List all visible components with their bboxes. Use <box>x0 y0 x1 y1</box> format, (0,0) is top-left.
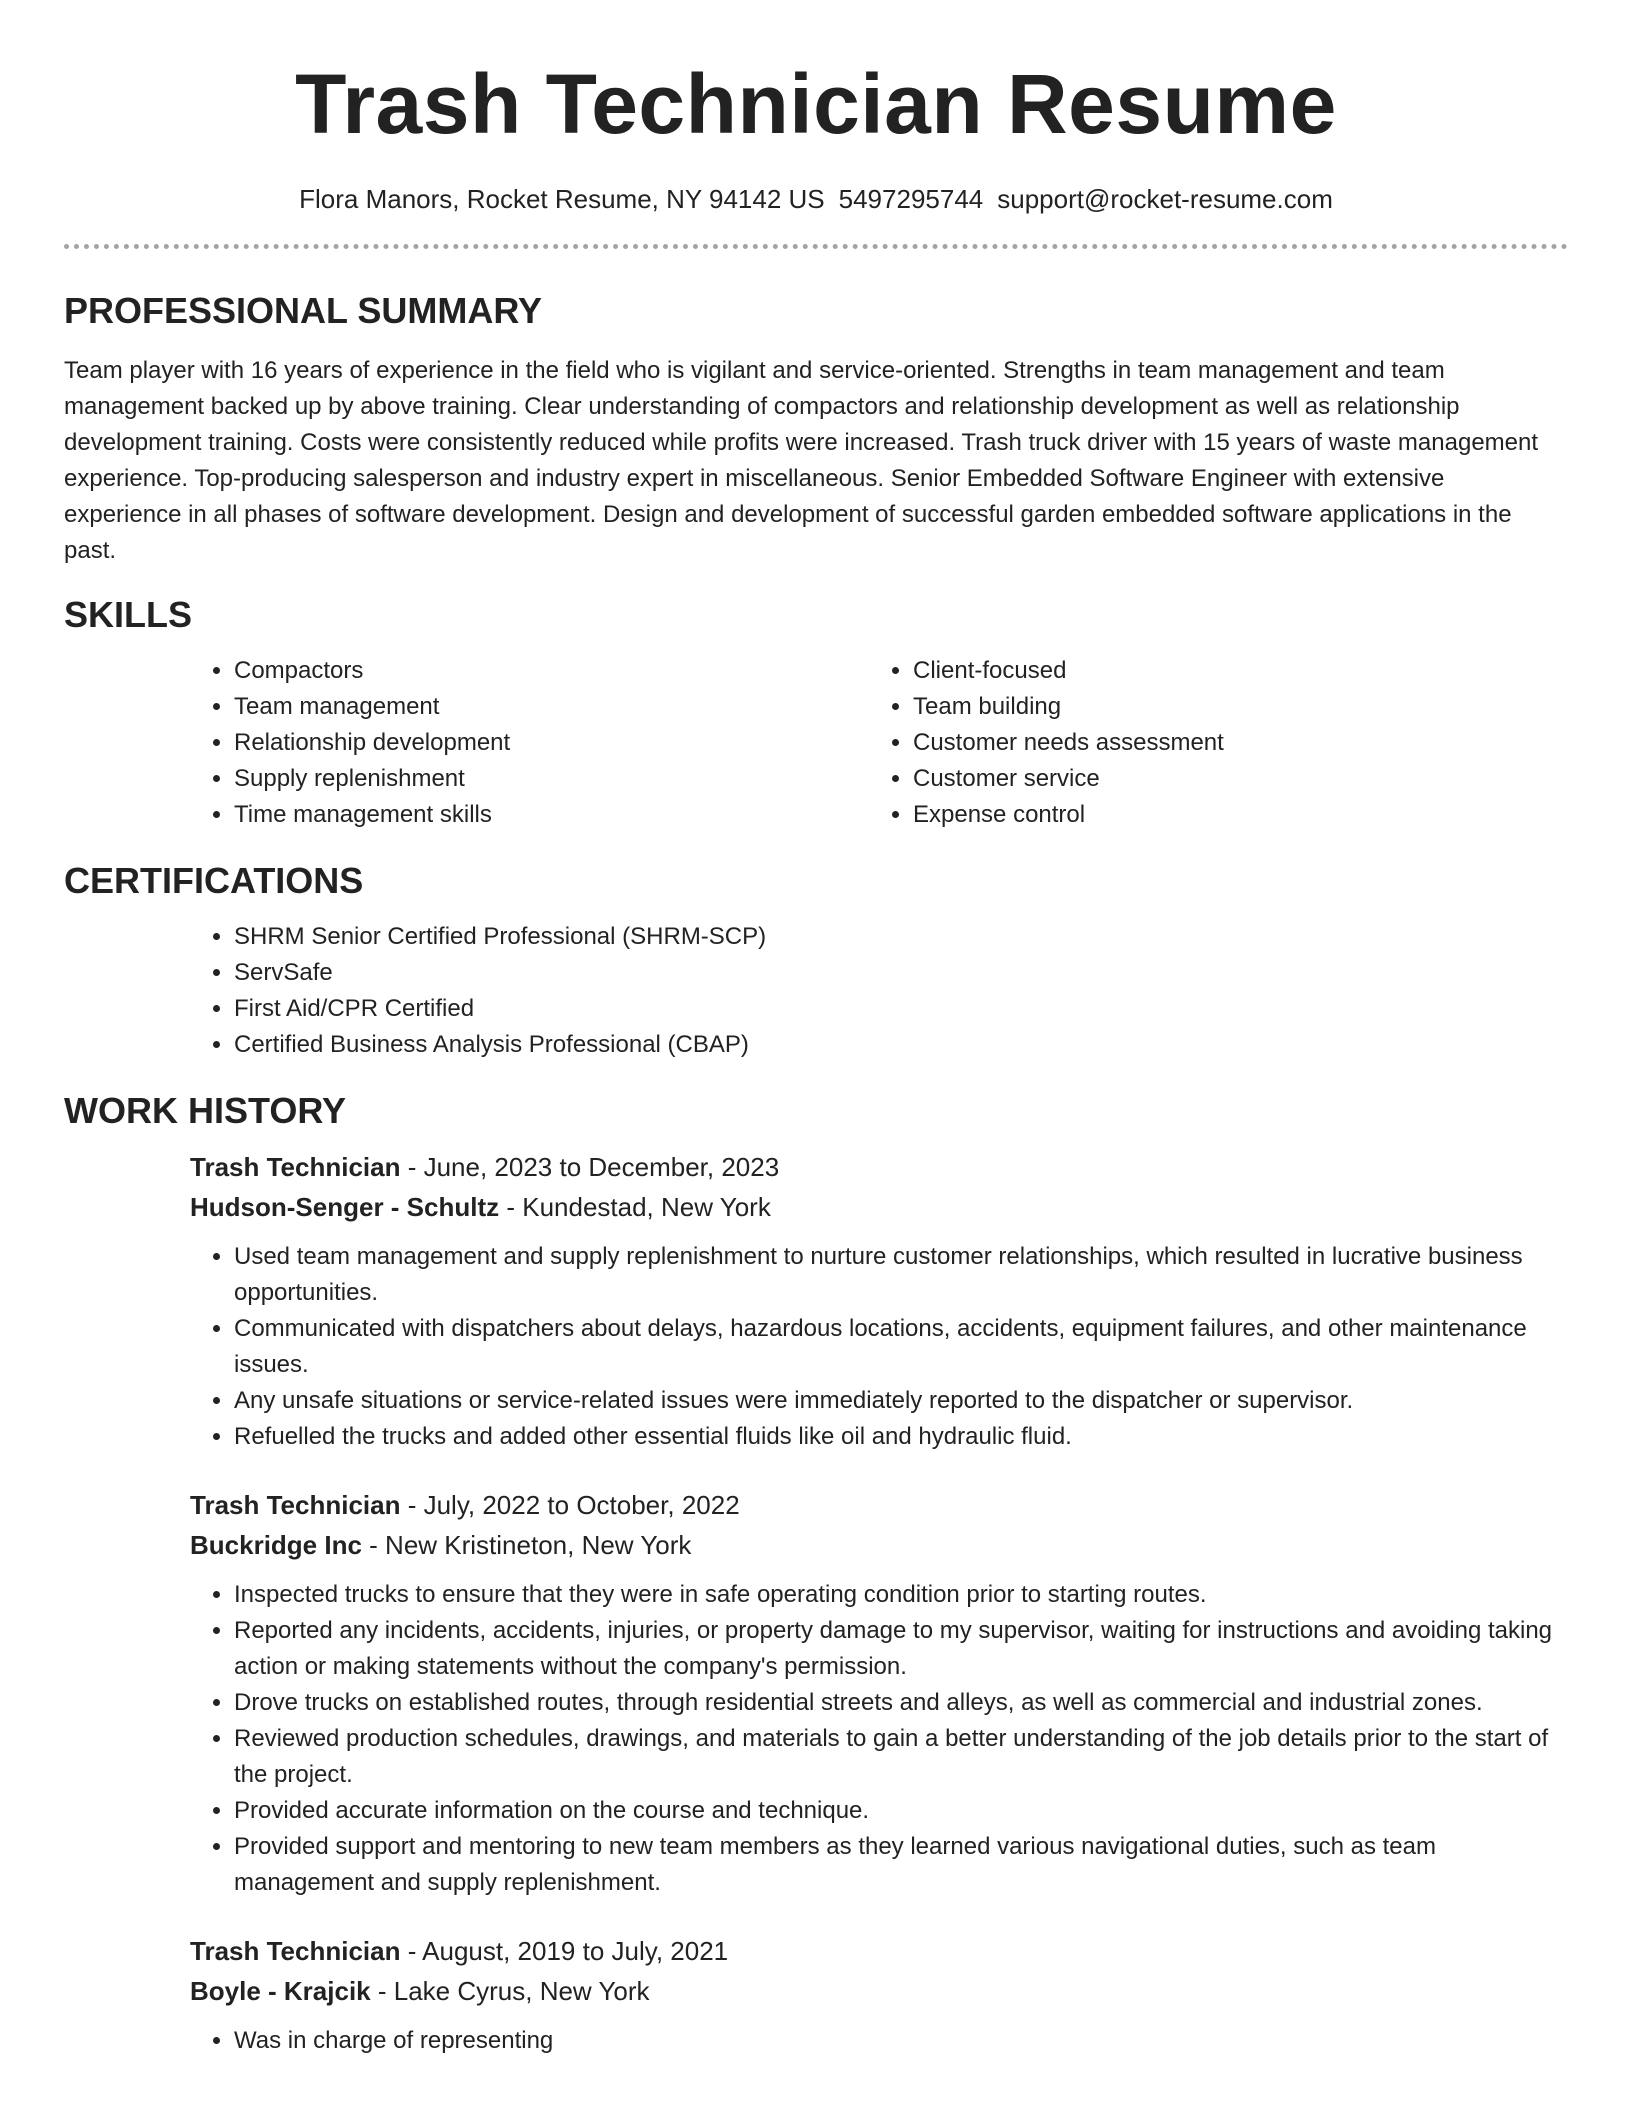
resume-page <box>64 0 1568 2059</box>
list-item: • Customer service <box>913 761 1548 797</box>
certifications-list <box>190 919 1568 1063</box>
job-entry <box>190 1931 1568 2059</box>
skills-list <box>190 653 1568 833</box>
job-entry <box>190 1485 1568 1901</box>
contact-line <box>64 182 1568 216</box>
list-item: • Relationship development <box>234 725 869 761</box>
job-company: Hudson-Senger - Schultz <box>190 1192 500 1222</box>
list-item: • Client-focused <box>913 653 1548 689</box>
job-location: - Lake Cyrus, New York <box>370 1976 650 2006</box>
job-company-line <box>190 1187 1568 1227</box>
list-item: • Refuelled the trucks and added other essential fluids like oil and hydraulic fluid. <box>234 1419 1568 1455</box>
list-item: • SHRM Senior Certified Professional (SHRM-SCP) <box>234 919 1568 955</box>
skills-column-right <box>869 653 1548 833</box>
skills-column-left <box>190 653 869 833</box>
list-item: • Drove trucks on established routes, through residential streets and alleys, as well as commercial and industrial zones. <box>234 1685 1568 1721</box>
summary-text: Team player with 16 years of experience in the field who is vigilant and service-oriented. Strengths in team management and team management backed up by above training. Clear understanding of compactors and relationship development as well as relationship development training. Costs were consistently reduced while profits were increased. Trash truck driver with 15 years of waste management experience. Top-producing salesperson and industry expert in miscellaneous. Senior Embedded Software Engineer with extensive experience in all phases of software development. Design and development of successful garden embedded software applications in the past. <box>64 357 1539 564</box>
list-item: • Compactors <box>234 653 869 689</box>
list-item: • Any unsafe situations or service-related issues were immediately reported to the dispatcher or supervisor. <box>234 1383 1568 1419</box>
summary-heading: PROFESSIONAL SUMMARY <box>64 290 543 331</box>
list-item: • Used team management and supply replenishment to nurture customer relationships, which resulted in lucrative business opportunities. <box>234 1239 1568 1311</box>
list-item: • Provided accurate information on the course and technique. <box>234 1793 1568 1829</box>
list-item: • First Aid/CPR Certified <box>234 991 1568 1027</box>
job-title-line <box>190 1147 1568 1187</box>
list-item: • Certified Business Analysis Professional (CBAP) <box>234 1027 1568 1063</box>
job-title: Trash Technician <box>190 1490 401 1520</box>
list-item: • Provided support and mentoring to new team members as they learned various navigational duties, such as team management and supply replenishment. <box>234 1829 1568 1901</box>
contact-email: support@rocket-resume.com <box>997 184 1333 214</box>
list-item: • Reviewed production schedules, drawings, and materials to gain a better understanding of the job details prior to the start of the project. <box>234 1721 1568 1793</box>
work-history-heading: WORK HISTORY <box>64 1090 347 1131</box>
list-item: • Team building <box>913 689 1548 725</box>
job-title-line <box>190 1485 1568 1525</box>
job-location: - New Kristineton, New York <box>361 1530 692 1560</box>
job-entry <box>190 1147 1568 1455</box>
header-divider <box>64 244 1568 249</box>
list-item: • Inspected trucks to ensure that they were in safe operating condition prior to starting routes. <box>234 1577 1568 1613</box>
job-dates: - August, 2019 to July, 2021 <box>400 1936 729 1966</box>
job-company: Buckridge Inc <box>190 1530 362 1560</box>
list-item: • Time management skills <box>234 797 869 833</box>
contact-phone: 5497295744 <box>838 184 984 214</box>
job-company-line <box>190 1971 1568 2011</box>
list-item: • ServSafe <box>234 955 1568 991</box>
skills-heading: SKILLS <box>64 594 193 635</box>
list-item: • Reported any incidents, accidents, injuries, or property damage to my supervisor, waiting for instructions and avoiding taking action or making statements without the company's permission. <box>234 1613 1568 1685</box>
certifications-heading: CERTIFICATIONS <box>64 860 364 901</box>
job-company-line <box>190 1525 1568 1565</box>
list-item: • Communicated with dispatchers about delays, hazardous locations, accidents, equipment failures, and other maintenance issues. <box>234 1311 1568 1383</box>
list-item: • Was in charge of representing <box>234 2023 1568 2059</box>
job-title: Trash Technician <box>190 1936 401 1966</box>
job-company: Boyle - Krajcik <box>190 1976 371 2006</box>
job-location: - Kundestad, New York <box>499 1192 771 1222</box>
job-dates: - July, 2022 to October, 2022 <box>400 1490 740 1520</box>
job-dates: - June, 2023 to December, 2023 <box>400 1152 780 1182</box>
page-title: Trash Technician Resume <box>295 57 1337 151</box>
contact-address: Flora Manors, Rocket Resume, NY 94142 US <box>299 184 825 214</box>
list-item: • Expense control <box>913 797 1548 833</box>
list-item: • Supply replenishment <box>234 761 869 797</box>
list-item: • Customer needs assessment <box>913 725 1548 761</box>
job-title-line <box>190 1931 1568 1971</box>
list-item: • Team management <box>234 689 869 725</box>
job-title: Trash Technician <box>190 1152 401 1182</box>
